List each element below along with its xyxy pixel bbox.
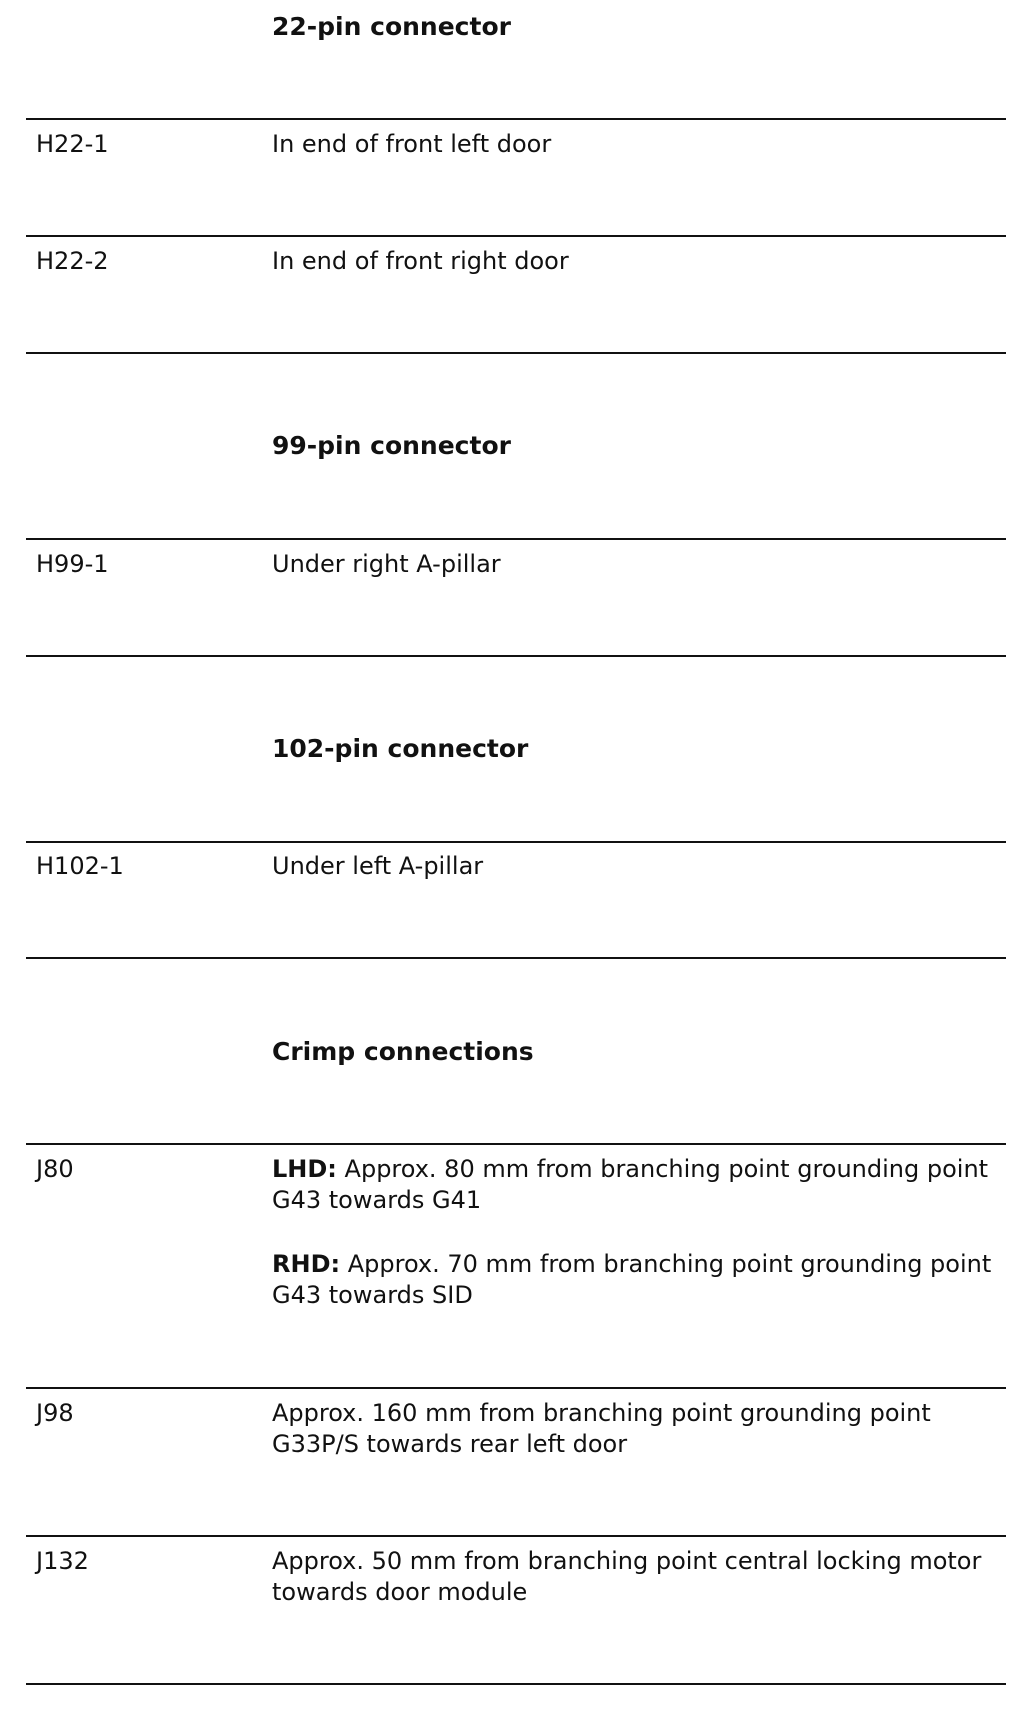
section-heading-102-pin: 102-pin connector	[272, 734, 529, 763]
table-divider	[26, 538, 1006, 540]
rhd-label: RHD:	[272, 1250, 341, 1278]
section-heading-crimp-connections: Crimp connections	[272, 1037, 534, 1066]
location-description: Under left A-pillar	[272, 852, 484, 880]
connector-code: H99-1	[36, 550, 109, 578]
lhd-label: LHD:	[272, 1155, 337, 1183]
table-divider	[26, 1387, 1006, 1389]
rhd-paragraph	[272, 1249, 1012, 1311]
table-divider	[26, 118, 1006, 120]
rhd-text: Approx. 70 mm from branching point grounding point G43 towards SID	[272, 1250, 992, 1309]
connector-code: J98	[36, 1399, 74, 1427]
table-divider	[26, 352, 1006, 354]
connector-code: H22-1	[36, 130, 109, 158]
table-divider	[26, 957, 1006, 959]
location-description: In end of front right door	[272, 247, 569, 275]
lhd-text: Approx. 80 mm from branching point grounding point G43 towards G41	[272, 1155, 989, 1214]
section-heading-99-pin: 99-pin connector	[272, 431, 511, 460]
connector-code: J80	[36, 1155, 74, 1183]
location-description	[272, 1154, 1012, 1311]
table-divider	[26, 841, 1006, 843]
location-description: In end of front left door	[272, 130, 552, 158]
table-divider	[26, 1535, 1006, 1537]
table-divider	[26, 655, 1006, 657]
table-divider	[26, 1683, 1006, 1685]
table-divider	[26, 235, 1006, 237]
connector-code: H22-2	[36, 247, 109, 275]
connector-code: J132	[36, 1547, 89, 1575]
location-description: Approx. 160 mm from branching point grounding point G33P/S towards rear left door	[272, 1399, 931, 1458]
section-heading-22-pin: 22-pin connector	[272, 12, 511, 41]
location-description: Under right A-pillar	[272, 550, 501, 578]
table-divider	[26, 1143, 1006, 1145]
lhd-paragraph	[272, 1154, 1012, 1216]
location-description: Approx. 50 mm from branching point central locking motor towards door module	[272, 1547, 982, 1606]
connector-code: H102-1	[36, 852, 124, 880]
